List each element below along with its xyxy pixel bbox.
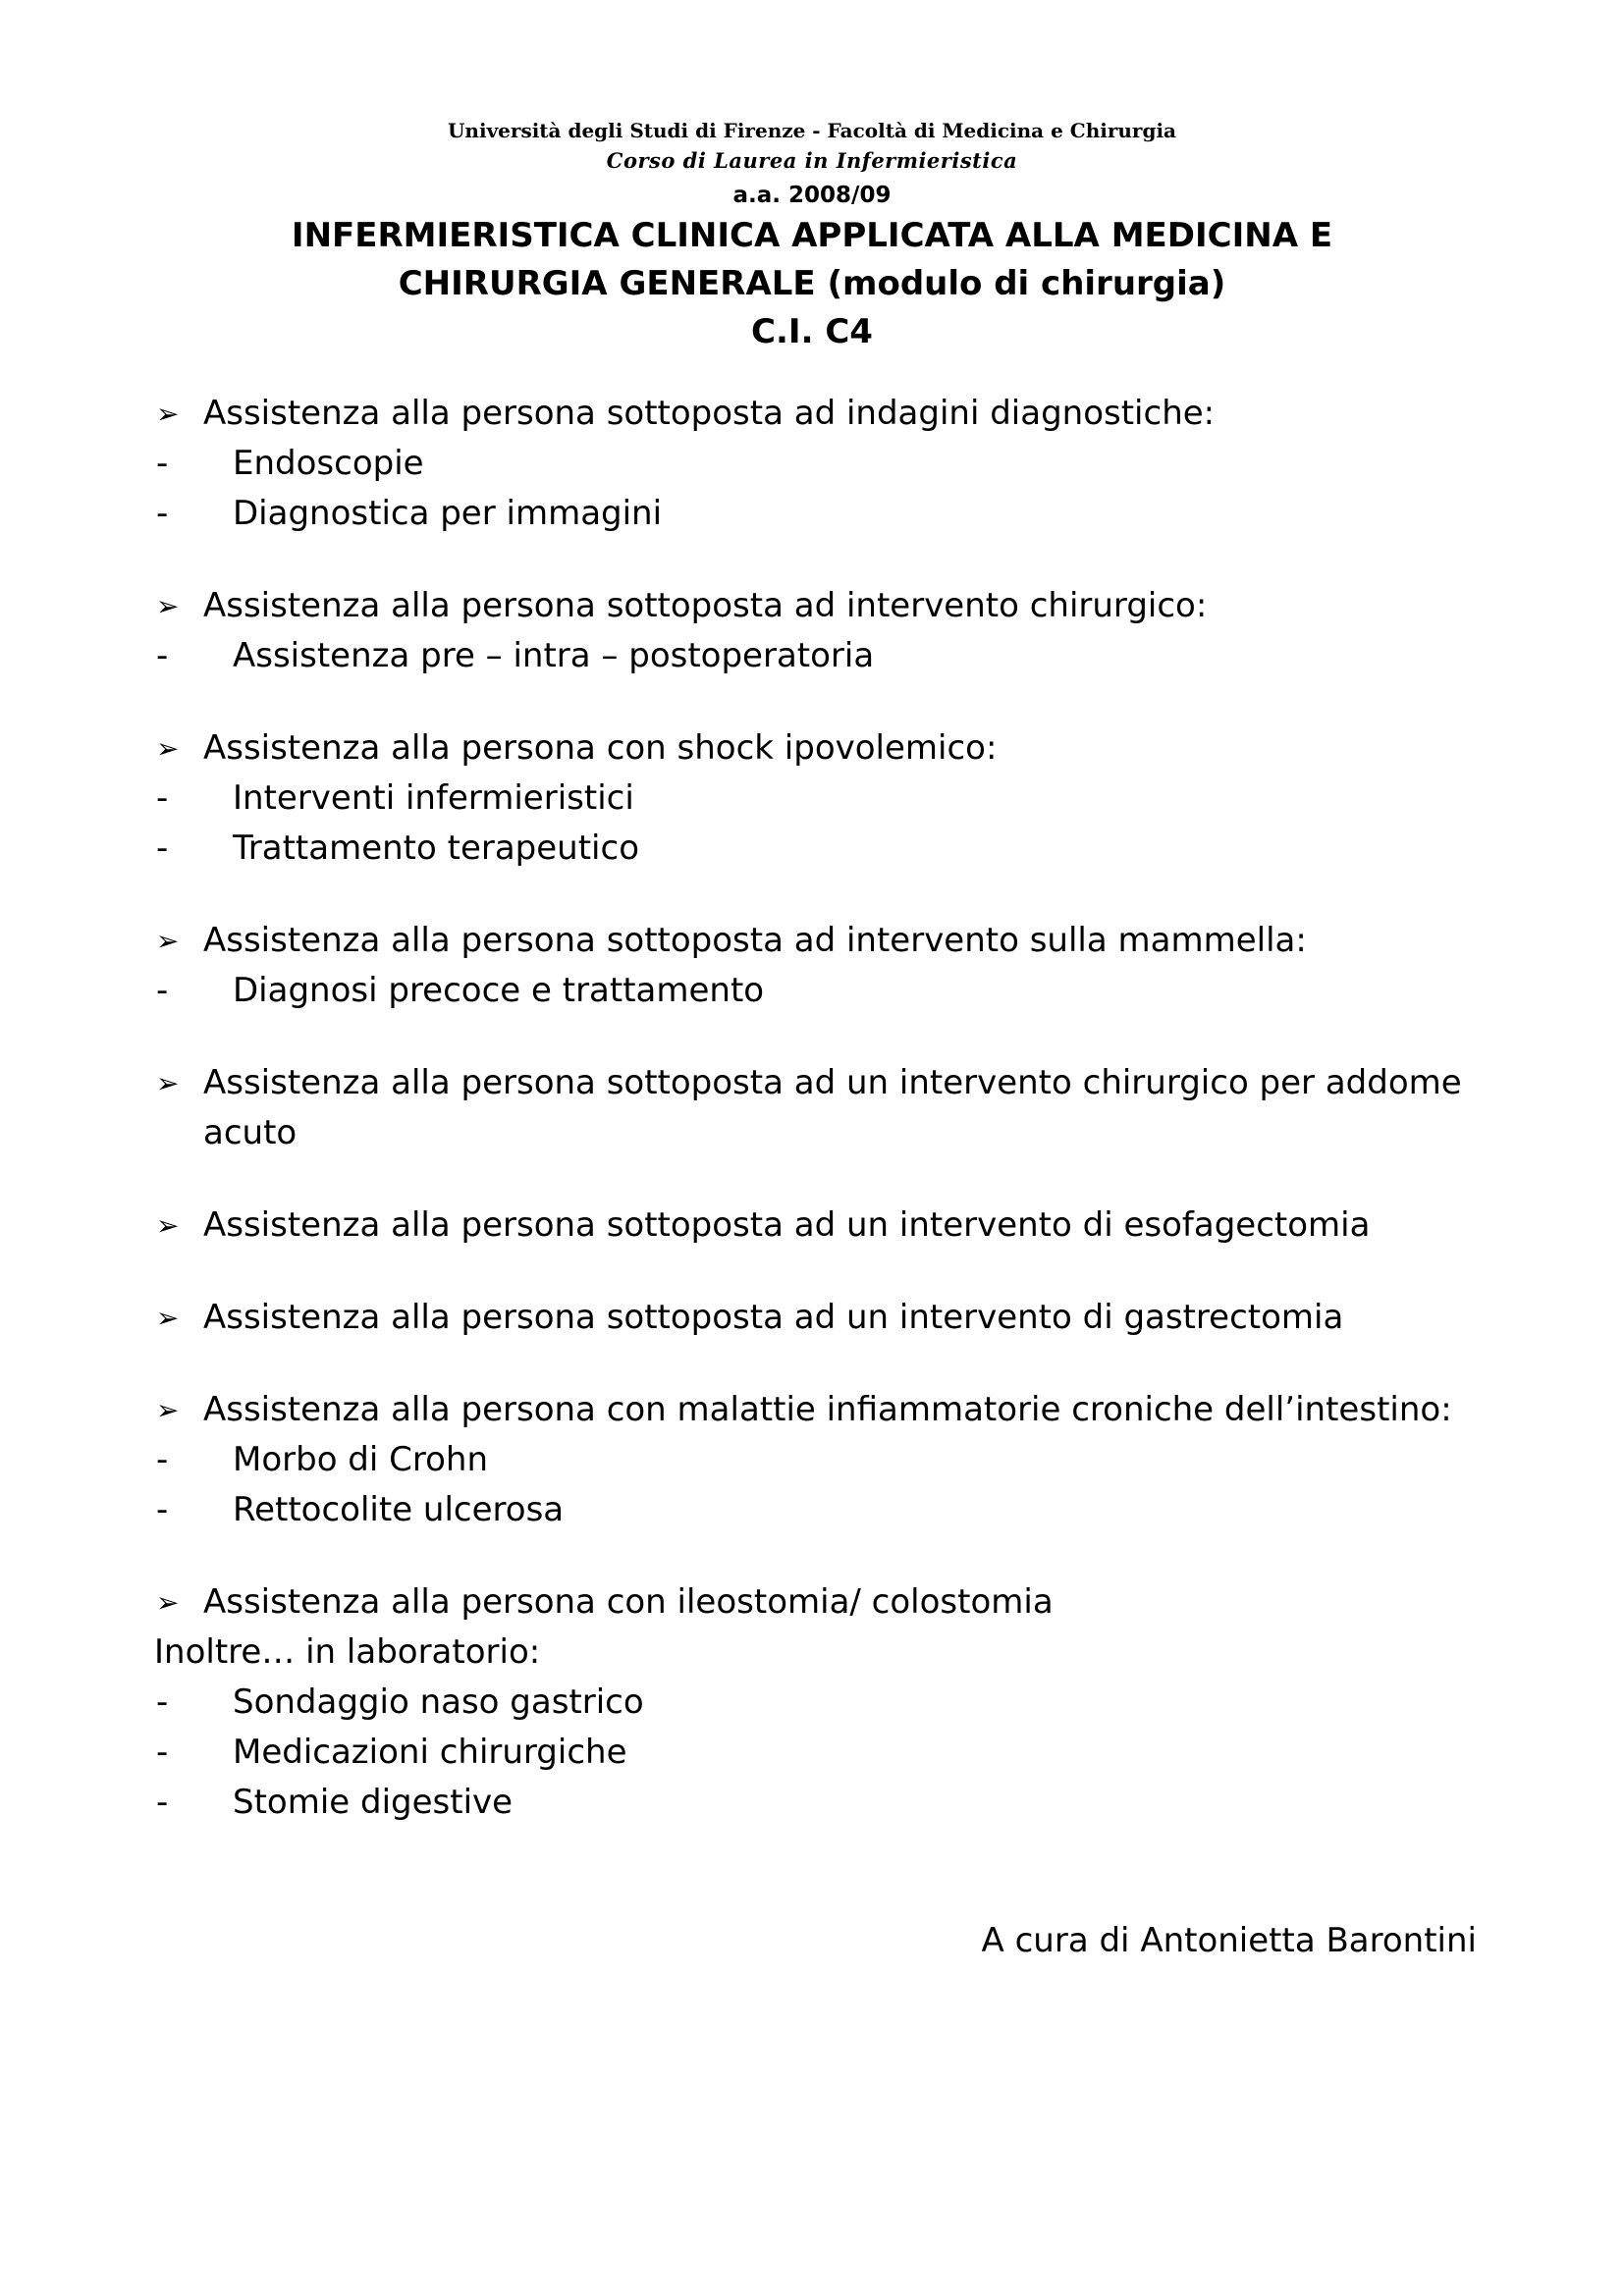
arrow-bullet-icon: ➢ xyxy=(156,1586,180,1619)
topic-heading xyxy=(154,1577,1509,1628)
sub-item-label: Medicazioni chirurgiche xyxy=(233,1733,627,1772)
arrow-bullet-icon: ➢ xyxy=(156,732,180,765)
topic-section xyxy=(154,1293,1509,1343)
sub-item-label: Rettocolite ulcerosa xyxy=(233,1490,565,1529)
document-header xyxy=(0,116,1624,356)
arrow-bullet-icon: ➢ xyxy=(156,398,180,430)
lab-item-list xyxy=(154,1678,1509,1828)
course-line: Corso di Laurea in Infermieristica xyxy=(606,148,1018,173)
topic-list xyxy=(154,389,1509,1628)
sub-item-label: Interventi infermieristici xyxy=(233,778,634,818)
sub-item-label: Trattamento terapeutico xyxy=(233,828,639,868)
arrow-bullet-icon: ➢ xyxy=(156,1067,180,1099)
sub-item-label: Stomie digestive xyxy=(233,1783,514,1822)
dash-marker: - xyxy=(156,828,169,868)
topic-heading xyxy=(154,1058,1509,1158)
topic-section xyxy=(154,581,1509,681)
topic-heading-label: Assistenza alla persona sottoposta ad intervento chirurgico: xyxy=(203,586,1208,625)
sub-item-label: Sondaggio naso gastrico xyxy=(233,1682,644,1722)
arrow-bullet-icon: ➢ xyxy=(156,1394,180,1426)
dash-marker: - xyxy=(156,778,169,818)
topic-section xyxy=(154,1058,1509,1158)
arrow-bullet-icon: ➢ xyxy=(156,1302,180,1334)
sub-item-label: Endoscopie xyxy=(233,444,424,483)
topic-heading xyxy=(154,723,1509,774)
sub-item xyxy=(154,1485,1509,1535)
sub-item xyxy=(154,1778,1509,1828)
topic-heading xyxy=(154,1385,1509,1435)
sub-item xyxy=(154,439,1509,489)
topic-heading-label: Assistenza alla persona sottoposta ad un intervento di esofagectomia xyxy=(203,1205,1371,1245)
sub-item-label: Morbo di Crohn xyxy=(233,1440,489,1479)
dash-marker: - xyxy=(156,1440,169,1479)
topic-heading xyxy=(154,389,1509,439)
topic-section xyxy=(154,389,1509,539)
lab-intro: Inoltre… in laboratorio: xyxy=(154,1632,541,1672)
lab-section xyxy=(154,1628,1509,1828)
dash-marker: - xyxy=(156,444,169,483)
topic-heading xyxy=(154,581,1509,631)
sub-item xyxy=(154,774,1509,824)
sub-item xyxy=(154,1728,1509,1778)
page-title-line-3: C.I. C4 xyxy=(751,312,873,351)
topic-heading-label: Assistenza alla persona con malattie infiammatorie croniche dell’intestino: xyxy=(203,1390,1452,1429)
topic-heading xyxy=(154,1293,1509,1343)
document-body xyxy=(154,389,1509,1828)
topic-heading-label: Assistenza alla persona con ileostomia/ colostomia xyxy=(203,1582,1054,1622)
dash-marker: - xyxy=(156,1682,169,1722)
sub-item xyxy=(154,1678,1509,1728)
topic-section xyxy=(154,1201,1509,1251)
arrow-bullet-icon: ➢ xyxy=(156,590,180,622)
sub-item xyxy=(154,966,1509,1016)
arrow-bullet-icon: ➢ xyxy=(156,925,180,957)
arrow-bullet-icon: ➢ xyxy=(156,1209,180,1242)
sub-item xyxy=(154,1435,1509,1485)
sub-item xyxy=(154,824,1509,874)
topic-heading-label: Assistenza alla persona sottoposta ad un intervento chirurgico per addome acuto xyxy=(203,1063,1462,1152)
university-line: Università degli Studi di Firenze - Facoltà di Medicina e Chirurgia xyxy=(447,119,1177,142)
author-credit: A cura di Antonietta Barontini xyxy=(981,1921,1477,1960)
dash-marker: - xyxy=(156,1490,169,1529)
dash-marker: - xyxy=(156,1733,169,1772)
sub-item-label: Diagnostica per immagini xyxy=(233,494,663,533)
topic-heading-label: Assistenza alla persona sottoposta ad indagini diagnostiche: xyxy=(203,394,1216,433)
page-title-line-1: INFERMIERISTICA CLINICA APPLICATA ALLA MEDICINA E xyxy=(291,216,1333,255)
topic-section xyxy=(154,916,1509,1016)
topic-section xyxy=(154,1385,1509,1535)
dash-marker: - xyxy=(156,971,169,1010)
dash-marker: - xyxy=(156,1783,169,1822)
dash-marker: - xyxy=(156,636,169,675)
topic-heading xyxy=(154,916,1509,966)
topic-section xyxy=(154,1577,1509,1628)
page-title-line-2: CHIRURGIA GENERALE (modulo di chirurgia) xyxy=(398,264,1226,303)
sub-item-label: Diagnosi precoce e trattamento xyxy=(233,971,765,1010)
sub-item xyxy=(154,631,1509,681)
topic-heading-label: Assistenza alla persona sottoposta ad intervento sulla mammella: xyxy=(203,921,1307,960)
sub-item-label: Assistenza pre – intra – postoperatoria xyxy=(233,636,875,675)
dash-marker: - xyxy=(156,494,169,533)
academic-year: a.a. 2008/09 xyxy=(732,183,892,208)
topic-heading xyxy=(154,1201,1509,1251)
topic-section xyxy=(154,723,1509,874)
topic-heading-label: Assistenza alla persona sottoposta ad un intervento di gastrectomia xyxy=(203,1298,1344,1337)
topic-heading-label: Assistenza alla persona con shock ipovolemico: xyxy=(203,728,998,768)
sub-item xyxy=(154,489,1509,539)
